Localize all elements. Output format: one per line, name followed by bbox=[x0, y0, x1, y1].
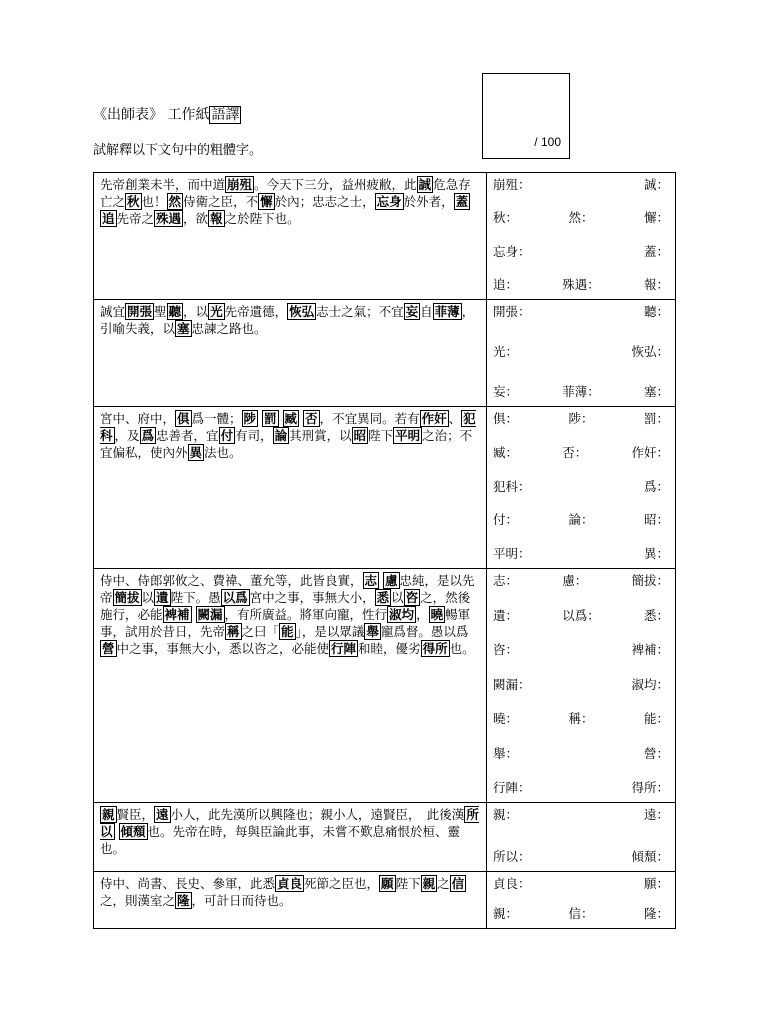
highlighted-term: 妄 bbox=[405, 304, 419, 319]
answer-line bbox=[493, 383, 669, 400]
answer-cell[interactable] bbox=[487, 872, 676, 929]
answer-label: 親： bbox=[493, 906, 519, 921]
highlighted-term: 淑均 bbox=[389, 607, 415, 622]
highlighted-term: 稱 bbox=[227, 624, 240, 639]
answer-label: 平明： bbox=[493, 546, 531, 561]
highlighted-term: 行陣 bbox=[331, 641, 357, 656]
passage-segment: 以 bbox=[391, 590, 404, 605]
answer-label: 淑均： bbox=[631, 676, 669, 692]
answer-label: 懈： bbox=[643, 210, 669, 226]
passage-segment: 寵爲督。愚以爲 bbox=[380, 624, 469, 639]
passage-segment: 忠諫之路也。 bbox=[191, 321, 267, 336]
answer-line bbox=[493, 444, 669, 461]
passage-segment: 之治；不宜偏私，使內外 bbox=[100, 428, 473, 460]
passage-segment: ，欲 bbox=[183, 211, 209, 226]
answer-line bbox=[493, 303, 669, 320]
highlighted-term: 蓋 bbox=[455, 194, 469, 209]
passage-segment: 聖 bbox=[154, 304, 167, 319]
answer-line bbox=[493, 243, 669, 260]
answer-line bbox=[493, 276, 669, 293]
highlighted-term: 曉 bbox=[430, 607, 444, 622]
worksheet-title bbox=[93, 104, 241, 124]
passage-segment: 賢臣， bbox=[116, 807, 155, 822]
answer-label: 貞良： bbox=[493, 876, 531, 891]
answer-label: 報： bbox=[643, 276, 669, 292]
answer-line bbox=[493, 779, 669, 796]
passage-segment: 於內；忠志之士， bbox=[274, 194, 375, 209]
answer-line bbox=[493, 641, 669, 658]
title-boxed-word: 語譯 bbox=[211, 107, 240, 123]
highlighted-term: 咨 bbox=[405, 590, 419, 605]
answer-label: 所以： bbox=[493, 849, 531, 864]
answer-cell[interactable] bbox=[487, 300, 676, 407]
passage-segment: 誠宜 bbox=[100, 304, 126, 319]
highlighted-term: 願 bbox=[381, 876, 394, 891]
passage-segment: 侍中、尚書、長史、參軍，此悉 bbox=[100, 876, 276, 891]
answer-label: 崩殂： bbox=[493, 177, 531, 192]
highlighted-term: 親 bbox=[422, 876, 436, 891]
answer-cell[interactable] bbox=[487, 407, 676, 569]
answer-line bbox=[493, 343, 669, 360]
highlighted-term: 追 bbox=[102, 211, 115, 226]
highlighted-term: 陟 bbox=[243, 411, 257, 426]
highlighted-term: 俱 bbox=[177, 411, 190, 426]
answer-label: 付： bbox=[493, 512, 519, 528]
passage-segment: ，有所廣益。將軍向寵，性行 bbox=[224, 607, 388, 622]
highlighted-term: 誠 bbox=[418, 177, 432, 192]
answer-label: 殊遇： bbox=[562, 276, 600, 292]
highlighted-term: 菲薄 bbox=[434, 304, 460, 319]
highlighted-term: 付 bbox=[220, 428, 234, 443]
highlighted-term: 以爲 bbox=[222, 590, 248, 605]
answer-label: 志： bbox=[493, 573, 519, 588]
highlighted-term: 悉 bbox=[376, 590, 390, 605]
passage-segment: 和睦，優劣 bbox=[358, 641, 421, 656]
passage-segment: 自 bbox=[420, 304, 433, 319]
answer-label: 俱： bbox=[493, 411, 519, 426]
passage-row bbox=[94, 872, 676, 929]
answer-line bbox=[493, 572, 669, 589]
highlighted-term: 得所 bbox=[422, 641, 448, 656]
passage-segment: 死節之臣也， bbox=[304, 876, 380, 891]
answer-label: 誠： bbox=[643, 177, 669, 192]
answer-label: 忘身： bbox=[493, 243, 531, 259]
answer-label: 菲薄： bbox=[562, 384, 600, 399]
passage-segment: 」，是以眾議 bbox=[295, 624, 365, 639]
highlighted-term: 報 bbox=[210, 211, 223, 226]
answer-label: 慮： bbox=[562, 573, 588, 588]
passage-segment: 之於陛下也。 bbox=[224, 211, 300, 226]
passage-segment: 陛下。愚 bbox=[170, 590, 221, 605]
highlighted-term: 聽 bbox=[168, 304, 182, 319]
passage-segment bbox=[115, 824, 119, 839]
answer-label: 然： bbox=[568, 210, 594, 226]
answer-label: 罰： bbox=[643, 411, 669, 426]
highlighted-term: 所以 bbox=[100, 807, 479, 839]
highlighted-term: 能 bbox=[281, 624, 294, 639]
highlighted-term: 隆 bbox=[177, 893, 190, 908]
answer-label: 信： bbox=[568, 906, 594, 921]
answer-label: 得所： bbox=[631, 780, 669, 795]
answer-label: 願： bbox=[643, 876, 669, 891]
passage-segment: 小人，此先漢所以興隆也；親小人，遠賢臣， 此後漢 bbox=[170, 807, 465, 822]
highlighted-term: 崩殂 bbox=[227, 177, 253, 192]
highlighted-term: 舉 bbox=[366, 624, 379, 639]
passage-segment: 也。 bbox=[449, 641, 475, 656]
passage-segment: 陛下 bbox=[368, 428, 394, 443]
passage-segment: 以 bbox=[141, 590, 155, 605]
passage-segment: 之，然後施行，必能 bbox=[100, 590, 471, 622]
passage-segment: 宮中之事，事無大小， bbox=[249, 590, 375, 605]
answer-label: 營： bbox=[643, 745, 669, 761]
passage-segment: 中之事，事無大小，悉以咨之，必能使 bbox=[116, 641, 330, 656]
passage-segment: 。今天下三分，益州疲敝，此 bbox=[254, 177, 417, 192]
passage-row bbox=[94, 803, 676, 872]
answer-label: 闕漏： bbox=[493, 676, 531, 692]
passage-segment bbox=[279, 411, 283, 426]
highlighted-term: 塞 bbox=[177, 321, 190, 336]
highlighted-term: 慮 bbox=[385, 573, 398, 588]
highlighted-term: 爲 bbox=[141, 428, 155, 443]
answer-label: 恢弘： bbox=[631, 344, 669, 359]
passage-segment: ， bbox=[416, 607, 429, 622]
passage-segment: 侍中、侍郎郭攸之、費禕、董允等，此皆良實， bbox=[100, 573, 363, 588]
answer-line bbox=[493, 176, 669, 193]
passage-segment: 之曰「 bbox=[241, 624, 280, 639]
highlighted-term: 秋 bbox=[127, 194, 140, 209]
highlighted-term: 志 bbox=[364, 573, 378, 588]
highlighted-term: 開張 bbox=[127, 304, 153, 319]
highlighted-term: 異 bbox=[189, 445, 203, 460]
worksheet-table bbox=[93, 172, 676, 929]
answer-label: 能： bbox=[643, 711, 669, 726]
passage-text bbox=[94, 569, 487, 803]
answer-label: 蓋： bbox=[643, 243, 669, 259]
highlighted-term: 犯科 bbox=[100, 411, 476, 443]
highlighted-term: 闕漏 bbox=[197, 607, 223, 622]
answer-label: 犯科： bbox=[493, 478, 531, 494]
highlighted-term: 簡拔 bbox=[114, 590, 140, 605]
passage-segment: 忠善者，宜 bbox=[156, 428, 219, 443]
answer-label: 爲： bbox=[643, 478, 669, 494]
passage-segment: 法也。 bbox=[204, 445, 242, 460]
passage-segment: 先帝之 bbox=[116, 211, 155, 226]
passage-segment: ，不宜異同。若有 bbox=[319, 411, 420, 426]
passage-segment: 志士之氣；不宜 bbox=[316, 304, 404, 319]
highlighted-term: 親 bbox=[102, 807, 115, 822]
answer-label: 妄： bbox=[493, 384, 519, 399]
passage-segment: 其刑賞，以 bbox=[289, 428, 352, 443]
highlighted-term: 懈 bbox=[260, 194, 273, 209]
answer-label: 舉： bbox=[493, 745, 519, 761]
passage-segment: 忠純，是以先帝 bbox=[100, 573, 475, 605]
score-total: / 100 bbox=[534, 135, 561, 149]
highlighted-term: 論 bbox=[274, 428, 288, 443]
passage-segment: 陛下 bbox=[395, 876, 421, 891]
answer-label: 行陣： bbox=[493, 780, 531, 795]
answer-label: 異： bbox=[643, 546, 669, 561]
highlighted-term: 臧 bbox=[284, 411, 298, 426]
passage-segment: 於外者， bbox=[403, 194, 454, 209]
answer-label: 稱： bbox=[568, 711, 594, 726]
passage-row bbox=[94, 173, 676, 300]
title-text: 《出師表》 工作紙 bbox=[93, 107, 210, 123]
passage-segment: 有司， bbox=[235, 428, 273, 443]
highlighted-term: 遺 bbox=[156, 590, 169, 605]
passage-segment: ，以 bbox=[183, 304, 209, 319]
highlighted-term: 恢弘 bbox=[289, 304, 315, 319]
passage-segment: 也！ bbox=[141, 194, 167, 209]
score-box bbox=[482, 73, 570, 159]
highlighted-term: 作奸 bbox=[421, 411, 447, 426]
highlighted-term: 然 bbox=[168, 194, 182, 209]
answer-label: 以爲： bbox=[562, 607, 600, 623]
highlighted-term: 信 bbox=[451, 876, 465, 891]
passage-segment: 也。先帝在時，每與臣論此事，未嘗不歎息痛恨於桓、靈也。 bbox=[100, 824, 461, 856]
answer-label: 遠： bbox=[643, 807, 669, 822]
passage-row bbox=[94, 407, 676, 569]
passage-segment: 、 bbox=[448, 411, 462, 426]
highlighted-term: 裨補 bbox=[164, 607, 190, 622]
highlighted-term: 否 bbox=[305, 411, 318, 426]
passage-text bbox=[94, 803, 487, 872]
passage-segment: 暢軍事，試用於昔日，先帝 bbox=[100, 607, 471, 639]
answer-label: 悉： bbox=[643, 607, 669, 623]
highlighted-term: 營 bbox=[102, 641, 115, 656]
answer-label: 裨補： bbox=[631, 642, 669, 657]
highlighted-term: 昭 bbox=[353, 428, 367, 443]
answer-label: 隆： bbox=[643, 906, 669, 921]
passage-segment: 之，則漢室之 bbox=[100, 893, 176, 908]
answer-label: 曉： bbox=[493, 711, 519, 726]
answer-label: 遺： bbox=[493, 607, 519, 623]
answer-label: 咨： bbox=[493, 642, 519, 657]
highlighted-term: 貞良 bbox=[277, 876, 303, 891]
passage-segment: 之 bbox=[437, 876, 450, 891]
answer-label: 否： bbox=[562, 444, 588, 460]
answer-line bbox=[493, 905, 669, 922]
answer-cell[interactable] bbox=[487, 173, 676, 300]
passage-segment: 危急存亡之 bbox=[100, 177, 471, 209]
passage-segment: ，及 bbox=[114, 428, 140, 443]
answer-cell[interactable] bbox=[487, 569, 676, 803]
answer-label: 秋： bbox=[493, 210, 519, 226]
answer-line bbox=[493, 607, 669, 624]
answer-line bbox=[493, 209, 669, 226]
highlighted-term: 殊遇 bbox=[156, 211, 182, 226]
answer-line bbox=[493, 806, 669, 823]
instruction: 試解釋以下文句中的粗體字。 bbox=[93, 143, 263, 158]
answer-label: 陟： bbox=[568, 411, 594, 426]
answer-line bbox=[493, 710, 669, 727]
answer-label: 傾頹： bbox=[631, 849, 669, 864]
answer-line bbox=[493, 511, 669, 528]
answer-cell[interactable] bbox=[487, 803, 676, 872]
answer-line bbox=[493, 676, 669, 693]
answer-label: 塞： bbox=[643, 384, 669, 399]
answer-label: 光： bbox=[493, 344, 519, 359]
passage-row bbox=[94, 300, 676, 407]
highlighted-term: 光 bbox=[210, 304, 223, 319]
passage-segment: ，可計日而待也。 bbox=[191, 893, 292, 908]
highlighted-term: 忘身 bbox=[376, 194, 402, 209]
answer-label: 簡拔： bbox=[631, 573, 669, 588]
passage-text bbox=[94, 300, 487, 407]
answer-label: 親： bbox=[493, 807, 519, 822]
highlighted-term: 平明 bbox=[395, 428, 421, 443]
answer-line bbox=[493, 848, 669, 865]
highlighted-term: 遠 bbox=[156, 807, 169, 822]
passage-segment bbox=[192, 607, 196, 622]
passage-text bbox=[94, 872, 487, 929]
passage-text bbox=[94, 407, 487, 569]
answer-label: 追： bbox=[493, 276, 519, 292]
passage-segment: 宮中、府中， bbox=[100, 411, 176, 426]
answer-label: 聽： bbox=[643, 304, 669, 319]
answer-line bbox=[493, 478, 669, 495]
answer-line bbox=[493, 545, 669, 562]
passage-segment: 先帝創業未半，而中道 bbox=[100, 177, 226, 192]
answer-label: 論： bbox=[568, 512, 594, 528]
passage-segment: 爲一體； bbox=[191, 411, 242, 426]
passage-segment: 先帝遺德， bbox=[224, 304, 288, 319]
answer-label: 開張： bbox=[493, 304, 531, 319]
highlighted-term: 罰 bbox=[264, 411, 277, 426]
passage-segment: 侍衛之臣，不 bbox=[183, 194, 259, 209]
answer-label: 作奸： bbox=[631, 444, 669, 460]
passage-row bbox=[94, 569, 676, 803]
answer-line bbox=[493, 745, 669, 762]
passage-segment: ，引喻失義，以 bbox=[100, 304, 475, 336]
answer-label: 昭： bbox=[643, 512, 669, 528]
answer-line bbox=[493, 410, 669, 427]
highlighted-term: 傾頹 bbox=[120, 824, 146, 839]
answer-line bbox=[493, 875, 669, 892]
answer-label: 臧： bbox=[493, 444, 519, 460]
passage-text bbox=[94, 173, 487, 300]
